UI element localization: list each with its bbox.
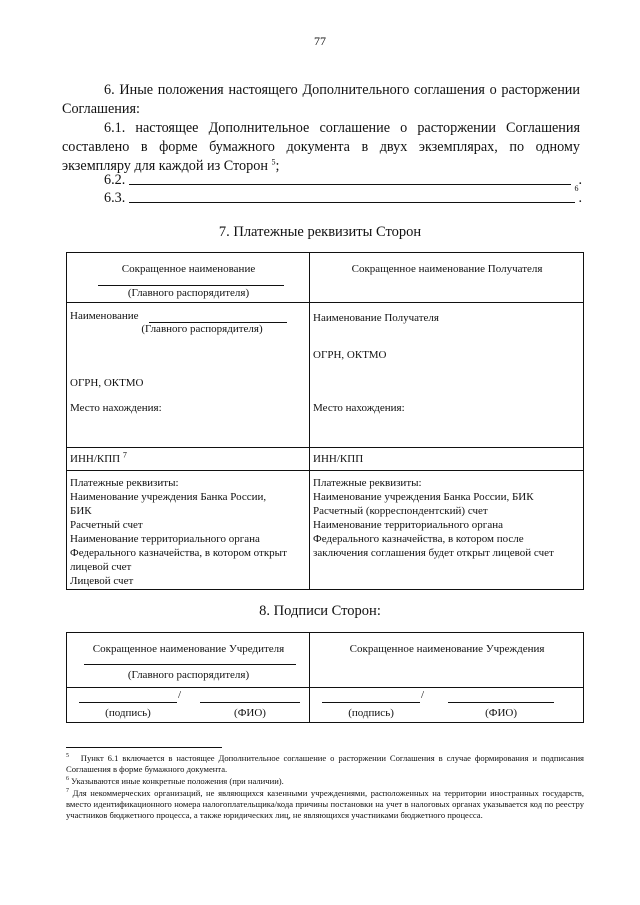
right-address-label: Место нахождения: xyxy=(313,402,405,414)
section8-title: 8. Подписи Сторон: xyxy=(259,603,381,619)
right-bank-line: заключения соглашения будет открыт лицевой счет xyxy=(313,547,554,559)
left-sign-header-cell xyxy=(67,633,310,688)
right-sign-header-cell xyxy=(310,633,584,688)
founder-short-name-line xyxy=(84,664,296,665)
right-ogrn-label: ОГРН, ОКТМО xyxy=(313,349,387,361)
section6-paragraph-1: 6. Иные положения настоящего Дополнительного соглашения о расторжении Соглашения: xyxy=(62,82,580,117)
founder-short-name-label: Сокращенное наименование Учредителя xyxy=(92,643,285,655)
left-bank-line: Расчетный счет xyxy=(70,519,143,531)
right-name-label: Наименование Получателя xyxy=(313,312,439,324)
section7-title: 7. Платежные реквизиты Сторон xyxy=(218,224,422,240)
payment-details-table xyxy=(66,252,584,590)
footnote-ref-7: 7 xyxy=(122,450,127,460)
left-signature-line xyxy=(79,702,177,703)
right-bank-line: Расчетный (корреспондентский) счет xyxy=(313,505,488,517)
left-bank-line: БИК xyxy=(70,505,92,517)
left-bank-line: Наименование учреждения Банка России, xyxy=(70,491,267,503)
right-bank-line: Наименование территориального органа xyxy=(313,519,503,531)
left-ogrn-label: ОГРН, ОКТМО xyxy=(70,377,144,389)
footnote-ref-5: 5 xyxy=(271,157,276,167)
section6-paragraph-2: 6.1. настоящее Дополнительное соглашение о расторжении Соглашения составлено в форме бумажного документа в двух экземплярах, по одному экземпляру для каждой из Сторон $^5$; xyxy=(62,120,580,174)
founder-short-name-sub: (Главного распорядителя) xyxy=(127,669,250,681)
left-header-cell xyxy=(67,253,310,303)
right-bank-line: Федерального казначейства, в котором после xyxy=(313,533,524,545)
right-bank-cell xyxy=(310,471,584,590)
right-signature-cell xyxy=(310,688,584,723)
right-bank-line: Наименование учреждения Банка России, БИК xyxy=(313,491,534,503)
left-details-cell xyxy=(67,303,310,448)
signatures-table xyxy=(66,632,584,723)
footnote-5: $^5$ Пункт 6.1 включается в настоящее Дополнительное соглашение о расторжении Соглашения в случае формирования и подписания Соглашения в форме бумажного документа. xyxy=(66,753,584,774)
left-fio-label: (ФИО) xyxy=(234,707,266,719)
left-name-sub: (Главного распорядителя) xyxy=(141,323,263,335)
left-bank-line: лицевой счет xyxy=(70,561,132,573)
right-short-name-label: Сокращенное наименование Получателя xyxy=(351,263,543,275)
footnote-6: $^6$ Указываются иные конкретные положения (при наличии). xyxy=(66,776,284,786)
left-short-name-sub: (Главного распорядителя) xyxy=(127,287,250,299)
left-name-label: Наименование xyxy=(70,310,139,322)
section6-line-6-2: 6.2. 6 . xyxy=(104,172,582,193)
left-bank-line: Лицевой счет xyxy=(70,575,134,587)
right-signature-line xyxy=(322,702,420,703)
right-signature-label: (подпись) xyxy=(348,707,394,719)
section6-line-6-3: 6.3. . xyxy=(104,190,582,206)
left-signature-label: (подпись) xyxy=(105,707,151,719)
left-short-name-label: Сокращенное наименование xyxy=(121,263,256,275)
left-slash: / xyxy=(178,689,182,701)
page-number: 77 xyxy=(314,34,326,48)
left-signature-cell xyxy=(67,688,310,723)
left-inn-cell xyxy=(67,448,310,471)
right-slash: / xyxy=(421,689,425,701)
left-bank-line: Наименование территориального органа xyxy=(70,533,260,545)
institution-short-name-label: Сокращенное наименование Учреждения xyxy=(349,643,545,655)
left-address-label: Место нахождения: xyxy=(70,402,162,414)
right-fio-line xyxy=(448,702,554,703)
left-bank-line: Платежные реквизиты: xyxy=(70,477,179,489)
right-bank-line: Платежные реквизиты: xyxy=(313,477,422,489)
left-bank-line: Федерального казначейства, в котором открыт xyxy=(70,547,287,559)
left-short-name-line xyxy=(98,285,284,286)
left-bank-cell xyxy=(67,471,310,590)
footnote-7: $^7$ Для некоммерческих организаций, не являющихся казенными учреждениями, расположенных на территории иностранных государств, вместо идентификационного номера налогоплательщика/кода причины постановки на учет в налоговых органах указывается код по реестру участников бюджетного процесса, а также юридических лиц, не являющихся участниками бюджетного процесса. xyxy=(66,788,584,820)
right-header-cell xyxy=(310,253,584,303)
right-inn-label: ИНН/КПП xyxy=(313,453,364,465)
left-inn-label: ИНН/КПП $^7$ xyxy=(70,450,127,465)
right-fio-label: (ФИО) xyxy=(485,707,517,719)
footnote-separator xyxy=(66,747,222,748)
right-details-cell xyxy=(310,303,584,448)
left-fio-line xyxy=(200,702,300,703)
right-inn-cell xyxy=(310,448,584,471)
